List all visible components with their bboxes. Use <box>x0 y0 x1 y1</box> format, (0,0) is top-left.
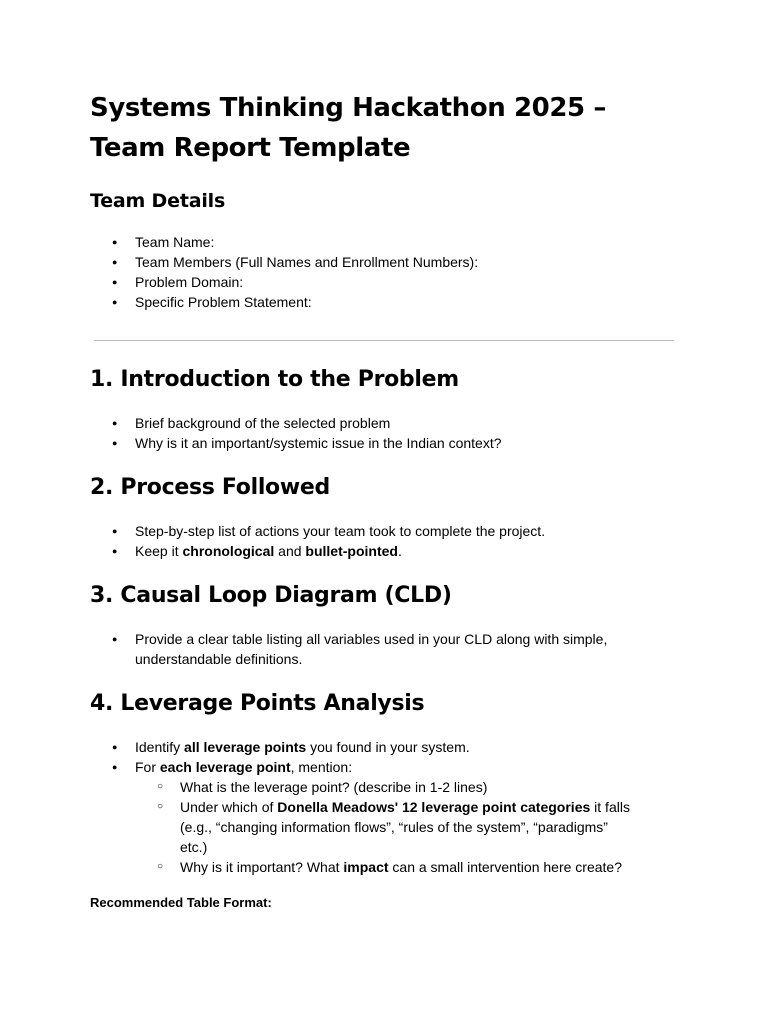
text-run: For <box>135 759 160 775</box>
text-line: Provide a clear table listing all variables used in your CLD along with simple, <box>135 631 608 647</box>
list-item: ● Why is it an important/systemic issue in the Indian context? <box>90 433 690 453</box>
document-page <box>90 88 690 913</box>
list-item: ● Problem Domain: <box>90 272 690 292</box>
list-item <box>90 629 690 669</box>
section-4-heading: 4. Leverage Points Analysis <box>90 691 425 716</box>
text-run: and <box>274 543 306 559</box>
document-title <box>90 88 690 168</box>
text-run: can a small intervention here create? <box>388 859 622 875</box>
sublist-item <box>135 857 690 877</box>
text-run: you found in your system. <box>306 739 470 755</box>
bold-text: all leverage points <box>184 739 307 755</box>
section-4-list <box>90 737 690 877</box>
text-run: Keep it <box>135 543 183 559</box>
list-item <box>90 737 690 757</box>
title-line-2: Team Report Template <box>90 133 411 163</box>
title-line-1: Systems Thinking Hackathon 2025 – <box>90 93 607 123</box>
list-item <box>90 541 690 561</box>
section-1-list <box>90 413 690 453</box>
text-line: understandable definitions. <box>135 651 303 667</box>
bold-text: chronological <box>182 543 275 559</box>
section-4-sublist <box>135 777 690 877</box>
section-2-list <box>90 521 690 561</box>
section-3-heading: 3. Causal Loop Diagram (CLD) <box>90 583 452 608</box>
list-item: ● Brief background of the selected problem <box>90 413 690 433</box>
table-format-label: Recommended Table Format: <box>90 895 272 910</box>
list-item: ● Specific Problem Statement: <box>90 292 690 312</box>
team-details-heading: Team Details <box>90 190 226 212</box>
sublist-item <box>135 797 690 857</box>
list-item: ● Team Members (Full Names and Enrollment Numbers): <box>90 252 690 272</box>
text-run: . <box>397 543 402 559</box>
list-item: ● Step-by-step list of actions your team took to complete the project. <box>90 521 690 541</box>
team-details-list <box>90 232 690 312</box>
sublist-item: ○ What is the leverage point? (describe in 1-2 lines) <box>135 777 690 797</box>
section-1-heading: 1. Introduction to the Problem <box>90 367 459 392</box>
text-run: it falls <box>590 799 630 815</box>
bold-text: each leverage point <box>159 759 291 775</box>
list-item: ● Team Name: <box>90 232 690 252</box>
bold-text: bullet-pointed <box>305 543 398 559</box>
text-run: Under which of <box>180 799 278 815</box>
section-3-list <box>90 629 690 669</box>
horizontal-divider <box>94 340 674 341</box>
text-run: Identify <box>135 739 185 755</box>
section-2-heading: 2. Process Followed <box>90 475 330 500</box>
text-line: (e.g., “changing information flows”, “rules of the system”, “paradigms” <box>180 819 608 835</box>
text-run: Why is it important? What <box>180 859 344 875</box>
bold-text: Donella Meadows' 12 leverage point categories <box>277 799 591 815</box>
list-item <box>90 757 690 877</box>
bold-text: impact <box>343 859 389 875</box>
text-run: , mention: <box>290 759 353 775</box>
text-line: etc.) <box>180 839 208 855</box>
